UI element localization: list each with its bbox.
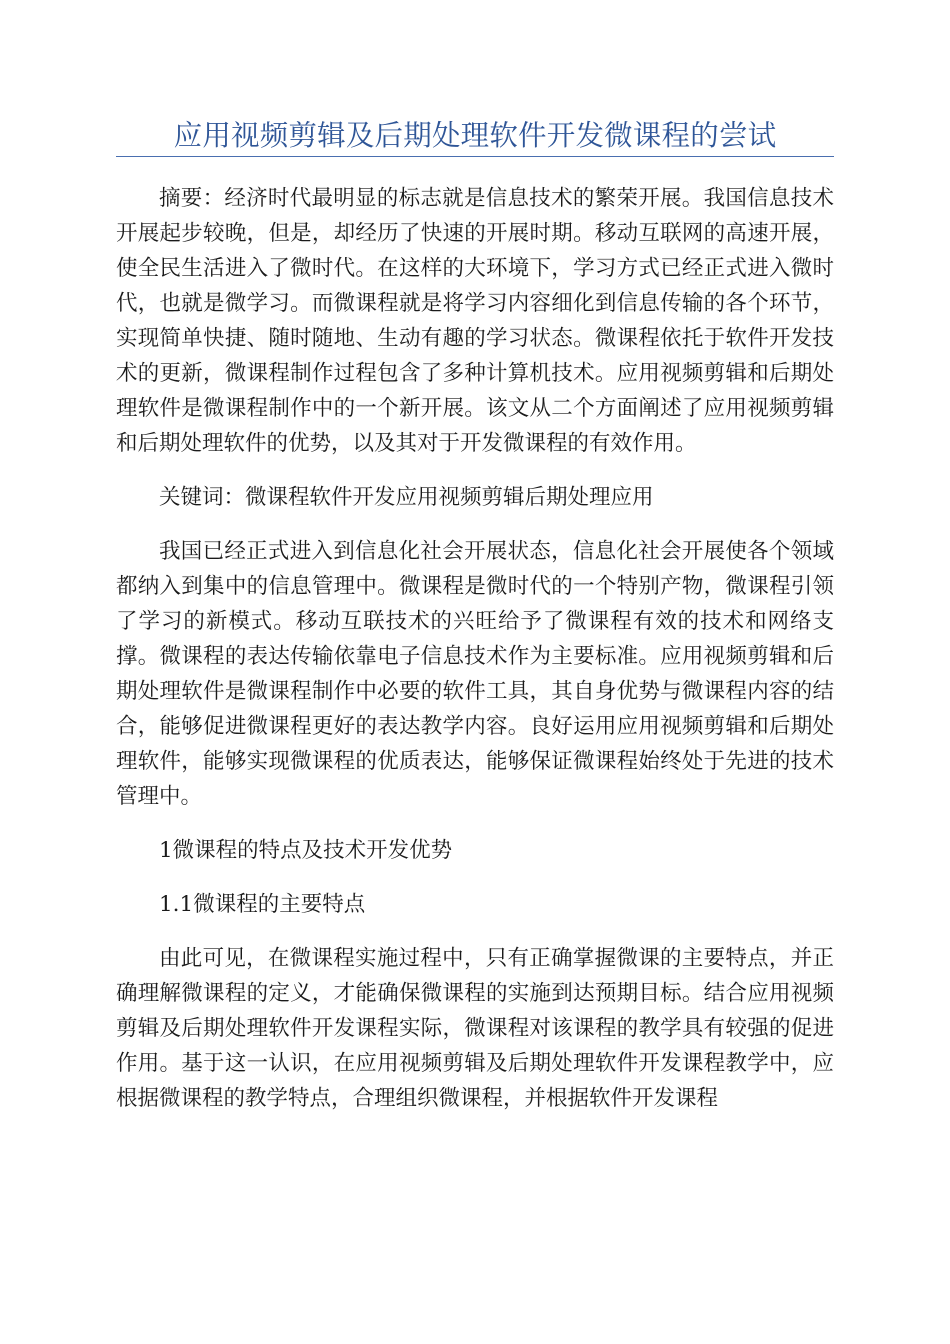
keywords-line: 关键词：微课程软件开发应用视频剪辑后期处理应用	[159, 485, 654, 510]
abstract-paragraph: 摘要：经济时代最明显的标志就是信息技术的繁荣开展。我国信息技术开展起步较晚，但是，却经历了快速的开展时期。移动互联网的高速开展，使全民生活进入了微时代。在这样的大环境下，学习方式已经正式进入微时代，也就是微学习。而微课程就是将学习内容细化到信息传输的各个环节，实现简单快捷、随时随地、生动有趣的学习状态。微课程依托于软件开发技术的更新，微课程制作过程包含了多种计算机技术。应用视频剪辑和后期处理软件是微课程制作中的一个新开展。该文从二个方面阐述了应用视频剪辑和后期处理软件的优势，以及其对于开发微课程的有效作用。	[116, 186, 834, 456]
section-1-1-paragraph: 由此可见，在微课程实施过程中，只有正确掌握微课的主要特点，并正确理解微课程的定义，才能确保微课程的实施到达预期目标。结合应用视频剪辑及后期处理软件开发课程实际，微课程对该课程的教学具有较强的促进作用。基于这一认识，在应用视频剪辑及后期处理软件开发课程教学中，应根据微课程的教学特点，合理组织微课程，并根据软件开发课程	[116, 946, 834, 1111]
section-1-1-heading: 1.1微课程的主要特点	[159, 892, 366, 917]
title-underline	[116, 156, 834, 157]
section-1-heading: 1微课程的特点及技术开发优势	[159, 838, 453, 863]
intro-paragraph: 我国已经正式进入到信息化社会开展状态，信息化社会开展使各个领域都纳入到集中的信息管理中。微课程是微时代的一个特别产物，微课程引领了学习的新模式。移动互联技术的兴旺给予了微课程有效的技术和网络支撑。微课程的表达传输依靠电子信息技术作为主要标准。应用视频剪辑和后期处理软件是微课程制作中必要的软件工具，其自身优势与微课程内容的结合，能够促进微课程更好的表达教学内容。良好运用应用视频剪辑和后期处理软件，能够实现微课程的优质表达，能够保证微课程始终处于先进的技术管理中。	[116, 539, 834, 809]
document-page	[116, 0, 834, 1116]
document-title: 应用视频剪辑及后期处理软件开发微课程的尝试	[173, 119, 777, 152]
document-body	[116, 181, 834, 1116]
